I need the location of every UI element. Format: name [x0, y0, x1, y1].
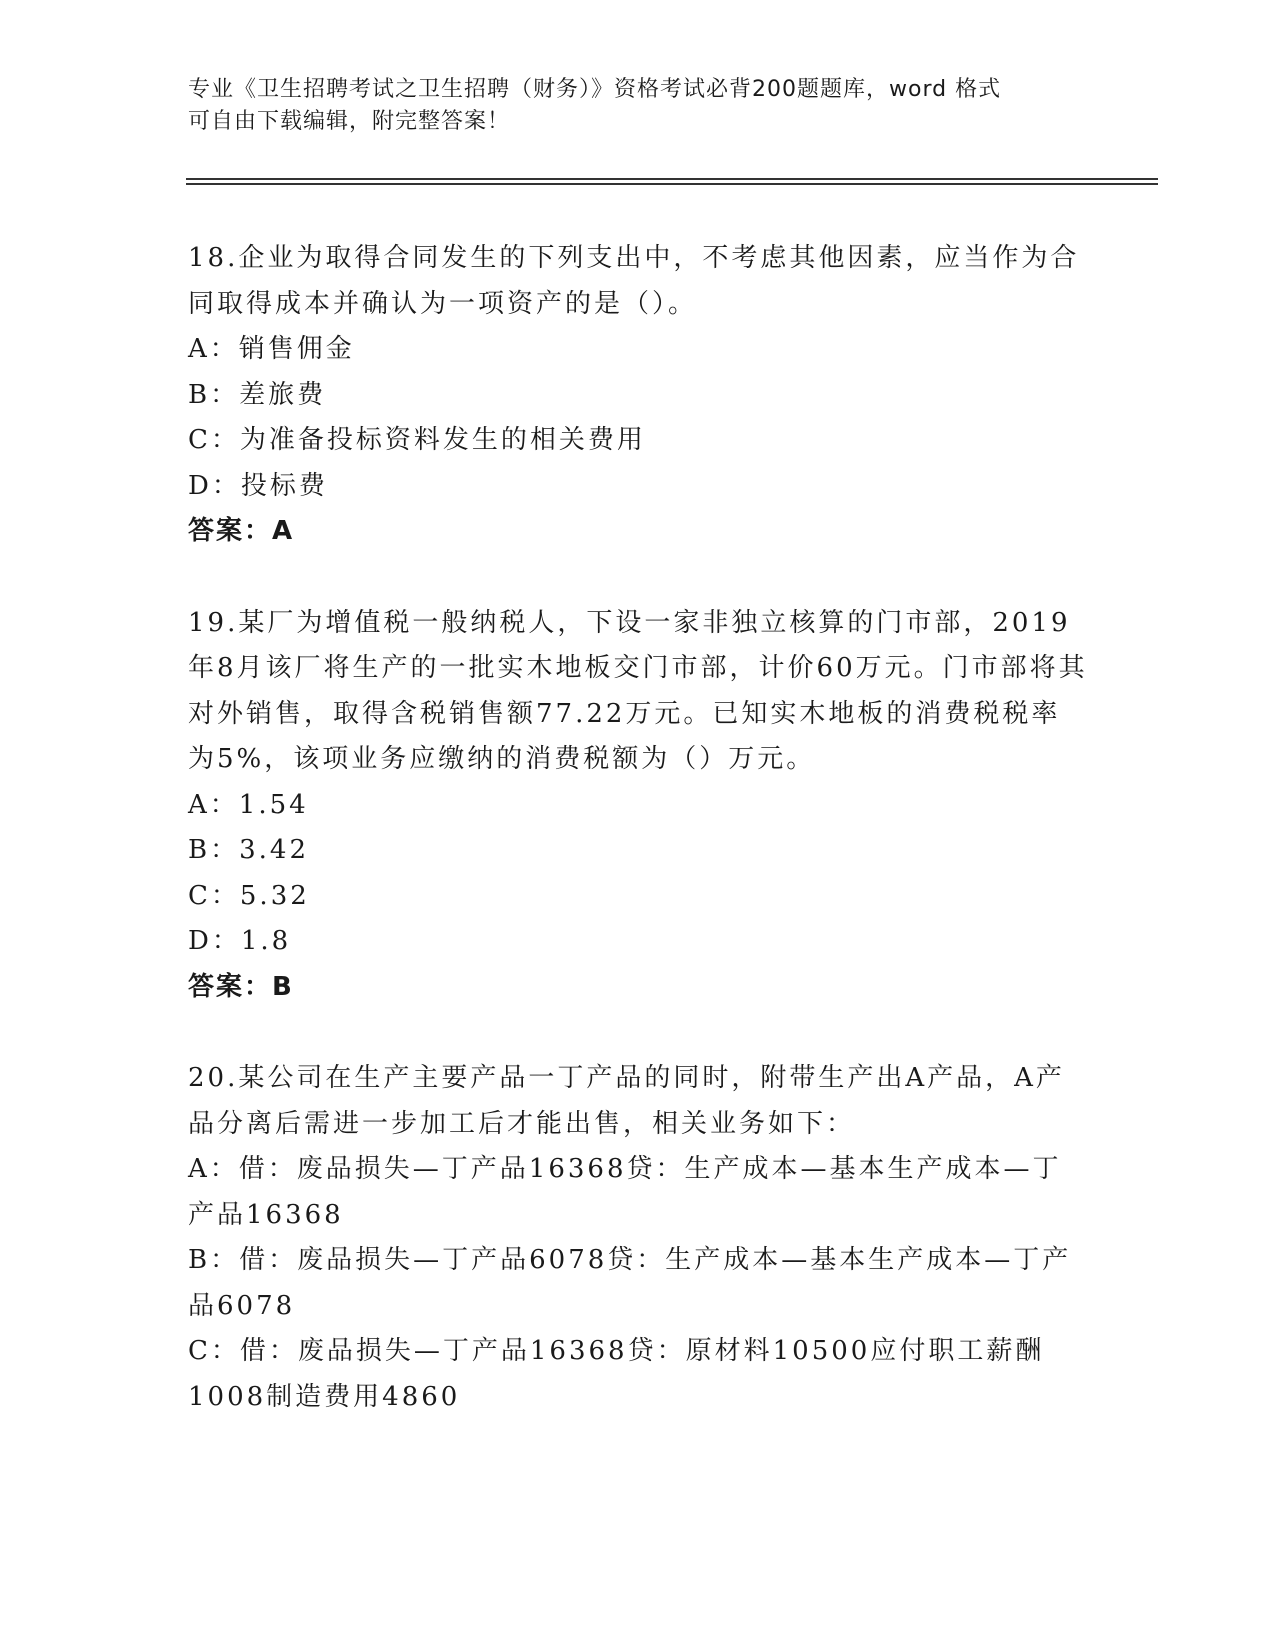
option-d: D：1.8	[188, 926, 292, 956]
option-a: A：销售佣金	[188, 334, 355, 364]
option-b: B：借：废品损失—丁产品6078贷：生产成本—基本生产成本—丁产品6078	[188, 1245, 1072, 1321]
header-divider-top	[186, 178, 1158, 180]
option-b: B：3.42	[188, 835, 309, 865]
question-spacer	[188, 555, 1088, 601]
answer-label: 答案：A	[188, 516, 295, 546]
question-spacer	[188, 1010, 1088, 1056]
question-18	[188, 236, 1088, 555]
header-line-1: 专业《卫生招聘考试之卫生招聘（财务）》资格考试必背200题题库，word 格式	[188, 77, 1002, 102]
header-divider-bottom	[186, 183, 1158, 185]
option-b: B：差旅费	[188, 379, 327, 410]
option-c: C：为准备投标资料发生的相关费用	[188, 425, 646, 455]
question-stem: 18.企业为取得合同发生的下列支出中，不考虑其他因素，应当作为合同取得成本并确认为一项资产的是（）。	[188, 243, 1080, 319]
header-line-2: 可自由下载编辑，附完整答案！	[188, 109, 511, 134]
answer-label: 答案：B	[188, 971, 294, 1002]
question-stem: 19.某厂为增值税一般纳税人，下设一家非独立核算的门市部，2019年8月该厂将生产的一批实木地板交门市部，计价60万元。门市部将其对外销售，取得含税销售额77.22万元。已知实木地板的消费税税率为5%，该项业务应缴纳的消费税额为（）万元。	[188, 607, 1088, 774]
question-list	[188, 236, 1088, 1420]
option-a: A：1.54	[188, 789, 309, 820]
document-header	[188, 74, 1088, 138]
option-c: C：5.32	[188, 880, 310, 911]
question-20	[188, 1056, 1088, 1420]
question-19	[188, 601, 1088, 1011]
option-d: D：投标费	[188, 470, 328, 501]
option-c: C：借：废品损失—丁产品16368贷：原材料10500应付职工薪酬1008制造费用4860	[188, 1336, 1045, 1412]
question-stem: 20.某公司在生产主要产品一丁产品的同时，附带生产出A产品，A产品分离后需进一步加工后才能出售，相关业务如下：	[188, 1063, 1065, 1139]
option-a: A：借：废品损失—丁产品16368贷：生产成本—基本生产成本—丁产品16368	[188, 1154, 1062, 1230]
